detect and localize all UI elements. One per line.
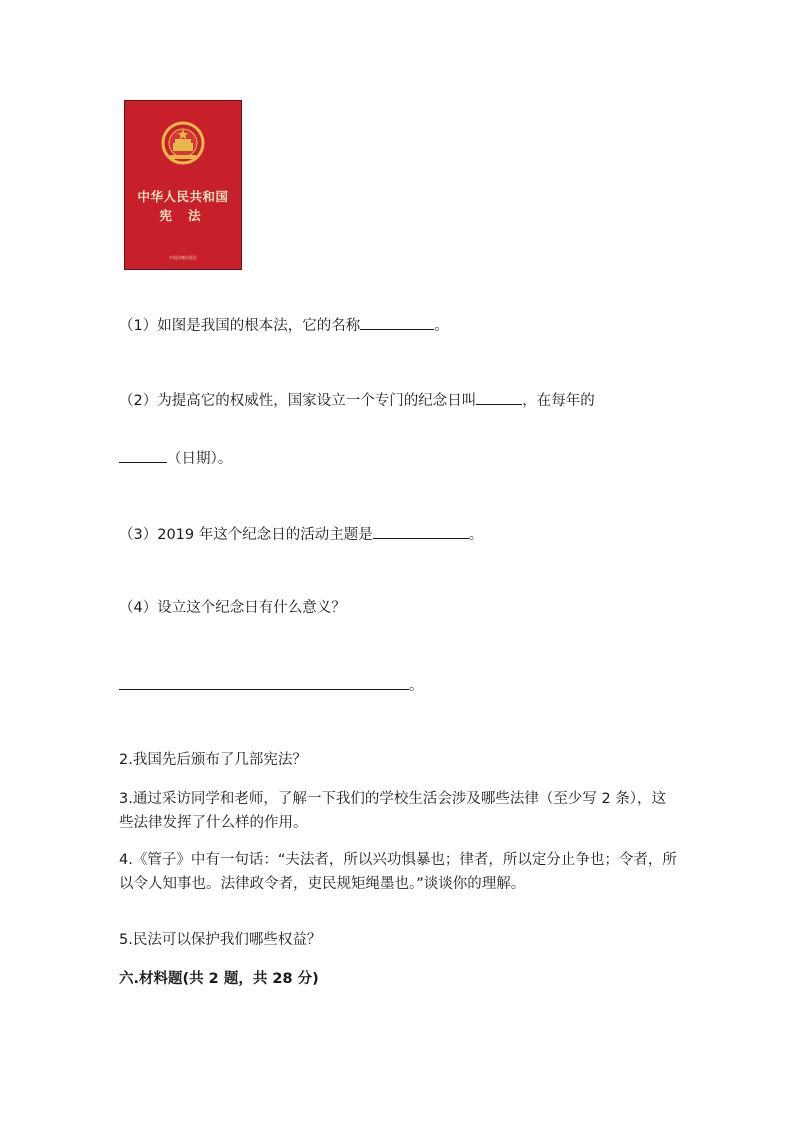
answer-blank-4[interactable]	[119, 674, 409, 690]
constitution-book-cover	[124, 100, 242, 270]
sub-question-4-text: （4）设立这个纪念日有什么意义？	[119, 600, 346, 616]
sub-question-4-end: 。	[409, 678, 424, 694]
sub-question-1-text: （1）如图是我国的根本法，它的名称	[119, 318, 361, 334]
sub-question-2-line2	[119, 447, 232, 469]
sub-question-2-mid: ，在每年的	[522, 393, 595, 409]
answer-blank-2a[interactable]	[476, 389, 522, 405]
question-3: 3.通过采访同学和老师，了解一下我们的学校生活会涉及哪些法律（至少写 2 条），这些法律发挥了什么样的作用。	[119, 791, 667, 831]
sub-question-4	[119, 598, 346, 618]
question-4: 4.《管子》中有一句话：“夫法者，所以兴功惧暴也；律者，所以定分止争也；令者，所以令人知事也。法律政令者，吏民规矩绳墨也。”谈谈你的理解。	[119, 852, 677, 892]
book-title-line1: 中华人民共和国	[137, 189, 229, 204]
national-emblem-icon	[160, 121, 206, 165]
answer-blank-2b[interactable]	[119, 447, 167, 463]
sub-question-3-end: 。	[468, 527, 484, 543]
question-2: 2.我国先后颁布了几部宪法？	[119, 752, 307, 768]
sub-question-3	[119, 523, 483, 545]
sub-question-1	[119, 314, 449, 336]
book-publisher: 中国法制出版社	[169, 255, 197, 260]
sub-question-1-end: 。	[434, 318, 449, 334]
sub-question-2-line2-end: （日期）。	[167, 451, 233, 467]
answer-blank-3[interactable]	[373, 523, 469, 539]
section-title: 六.材料题(共 2 题，共 28 分)	[119, 971, 319, 987]
sub-question-4-answer-line	[119, 674, 424, 696]
sub-question-2-text: （2）为提高它的权威性，国家设立一个专门的纪念日叫	[119, 393, 477, 409]
answer-blank-1[interactable]	[360, 314, 434, 330]
sub-question-2	[119, 389, 595, 411]
sub-question-3-text: （3）2019 年这个纪念日的活动主题是	[119, 527, 373, 543]
question-5: 5.民法可以保护我们哪些权益？	[119, 932, 322, 948]
book-title-line2: 宪 法	[159, 208, 207, 223]
